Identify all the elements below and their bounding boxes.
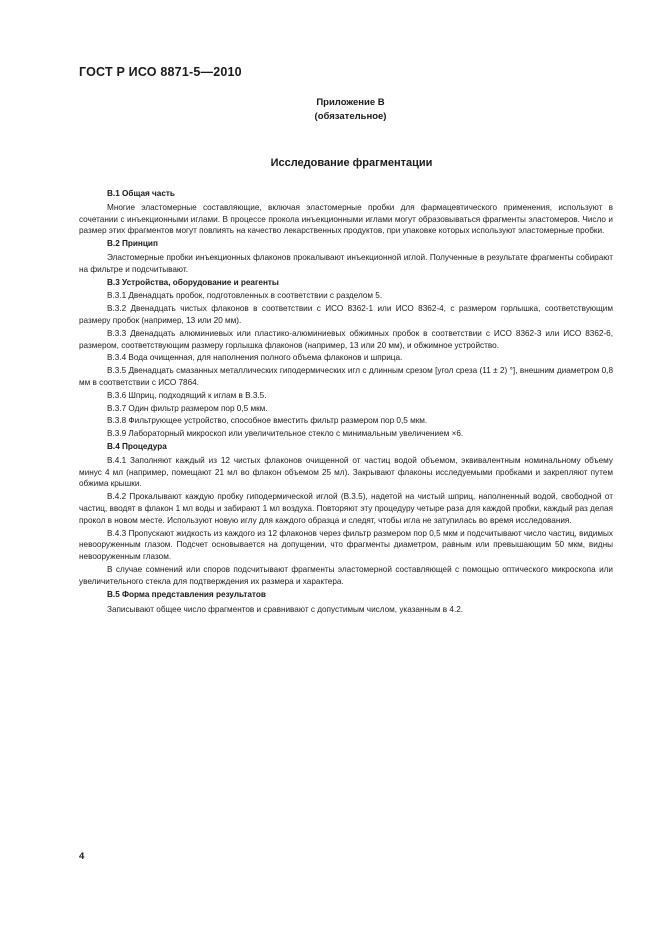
item-b3-1: В.3.1 Двенадцать пробок, подготовленных в соответствии с разделом 5. — [107, 291, 383, 301]
item-b3-8: В.3.8 Фильтрующее устройство, способное вместить фильтр размером пор 0,5 мкм. — [107, 416, 428, 426]
section-heading-b3: В.3 Устройства, оборудование и реагенты — [107, 277, 279, 287]
item-b3-9: В.3.9 Лабораторный микроскоп или увеличительное стекло с минимальным увеличением ×6. — [107, 429, 464, 439]
annex-label — [0, 96, 661, 124]
annex-title: Приложение В — [316, 97, 385, 108]
paragraph-b5: Записывают общее число фрагментов и сравнивают с допустимым числом, указанным в 4.2. — [107, 605, 464, 615]
page-title: Исследование фрагментации — [270, 157, 433, 169]
item-b3-4: В.3.4 Вода очищенная, для наполнения полного объема флаконов и шприца. — [107, 353, 403, 363]
item-b4-3: В.4.3 Пропускают жидкость из каждого из 12 флаконов через фильтр размером пор 0,5 мкм и подсчитывают число частиц, видимых невооруженным глазом. Подсчет основывается на допущении, что фрагменты диаметром, равным или превышающим 50 мкм, видны невооруженным глазом. — [79, 528, 613, 562]
item-b3-2: В.3.2 Двенадцать чистых флаконов в соответствии с ИСО 8362-1 или ИСО 8362-4, с размером горлышка, соответствующим размеру пробок (например, 13 или 20 мм). — [79, 304, 613, 325]
section-heading-b2: В.2 Принцип — [107, 239, 158, 249]
item-b3-3: В.3.3 Двенадцать алюминиевых или пластико-алюминиевых обжимных пробок в соответствии с ИСО 8362-3 или ИСО 8362-6, размером, соответствующим размеру горлышка флаконов (например, 13 или 20 мм), и обжимное устройство. — [79, 328, 613, 350]
item-b4-note: В случае сомнений или споров подсчитывают фрагменты эластомерной составляющей с помощью оптического микроскопа или увеличительного стекла для подтверждения их размера и характера. — [79, 564, 613, 586]
item-b4-1: В.4.1 Заполняют каждый из 12 чистых флаконов очищенной от частиц водой объемом, эквивалентным номинальному объему минус 4 мл (например, помещают 21 мл во флакон объемом 25 мл). Закрывают флаконы исследуемыми пробками и закрепляют путем обжима крышки. — [79, 455, 613, 489]
section-heading-b4: В.4 Процедура — [107, 441, 167, 451]
paragraph-b1: Многие эластомерные составляющие, включая эластомерные пробки для фармацевтического применения, используют в сочетании с инъекционными иглами. В процессе прокола инъекционными иглами могут образовываться фрагменты эластомеров. Число и размер этих фрагментов могут повлиять на качество лекарственных продуктов, при упаковке которых используют эластомерные пробки. — [79, 202, 613, 236]
section-heading-b1: В.1 Общая часть — [107, 189, 175, 198]
section-heading-b5: В.5 Форма представления результатов — [107, 589, 266, 599]
paragraph-b2: Эластомерные пробки инъекционных флаконов прокалывают инъекционной иглой. Полученные в результате фрагменты собирают на фильтре и подсчитывают. — [79, 252, 613, 274]
item-b3-6: В.3.6 Шприц, подходящий к иглам в В.3.5. — [107, 390, 267, 400]
item-b3-7: В.3.7 Один фильтр размером пор 0,5 мкм. — [107, 403, 268, 413]
item-b4-2: В.4.2 Прокалывают каждую пробку гиподермической иглой (В.3.5), надетой на чистый шприц, наполненный водой, свободной от частиц, вводят в флакон 1 мл воды и забирают 1 мл воздуха. Повторяют эту процедуру четыре раза для каждой пробки, каждый раз делая прокол в новом месте. Используют новую иглу для каждого образца и следят, чтобы игла не затупилась во время исследования. — [79, 492, 613, 525]
page-number: 4 — [79, 851, 85, 862]
document-body — [79, 188, 613, 617]
document-header: ГОСТ Р ИСО 8871-5—2010 — [79, 65, 242, 79]
item-b3-5: В.3.5 Двенадцать смазанных металлических гиподермических игл с длинным срезом [угол среза (11 ± 2) °], внешним диаметром 0,8 мм в соответствии с ИСО 7864. — [79, 366, 613, 387]
annex-status: (обязательное) — [314, 111, 387, 122]
